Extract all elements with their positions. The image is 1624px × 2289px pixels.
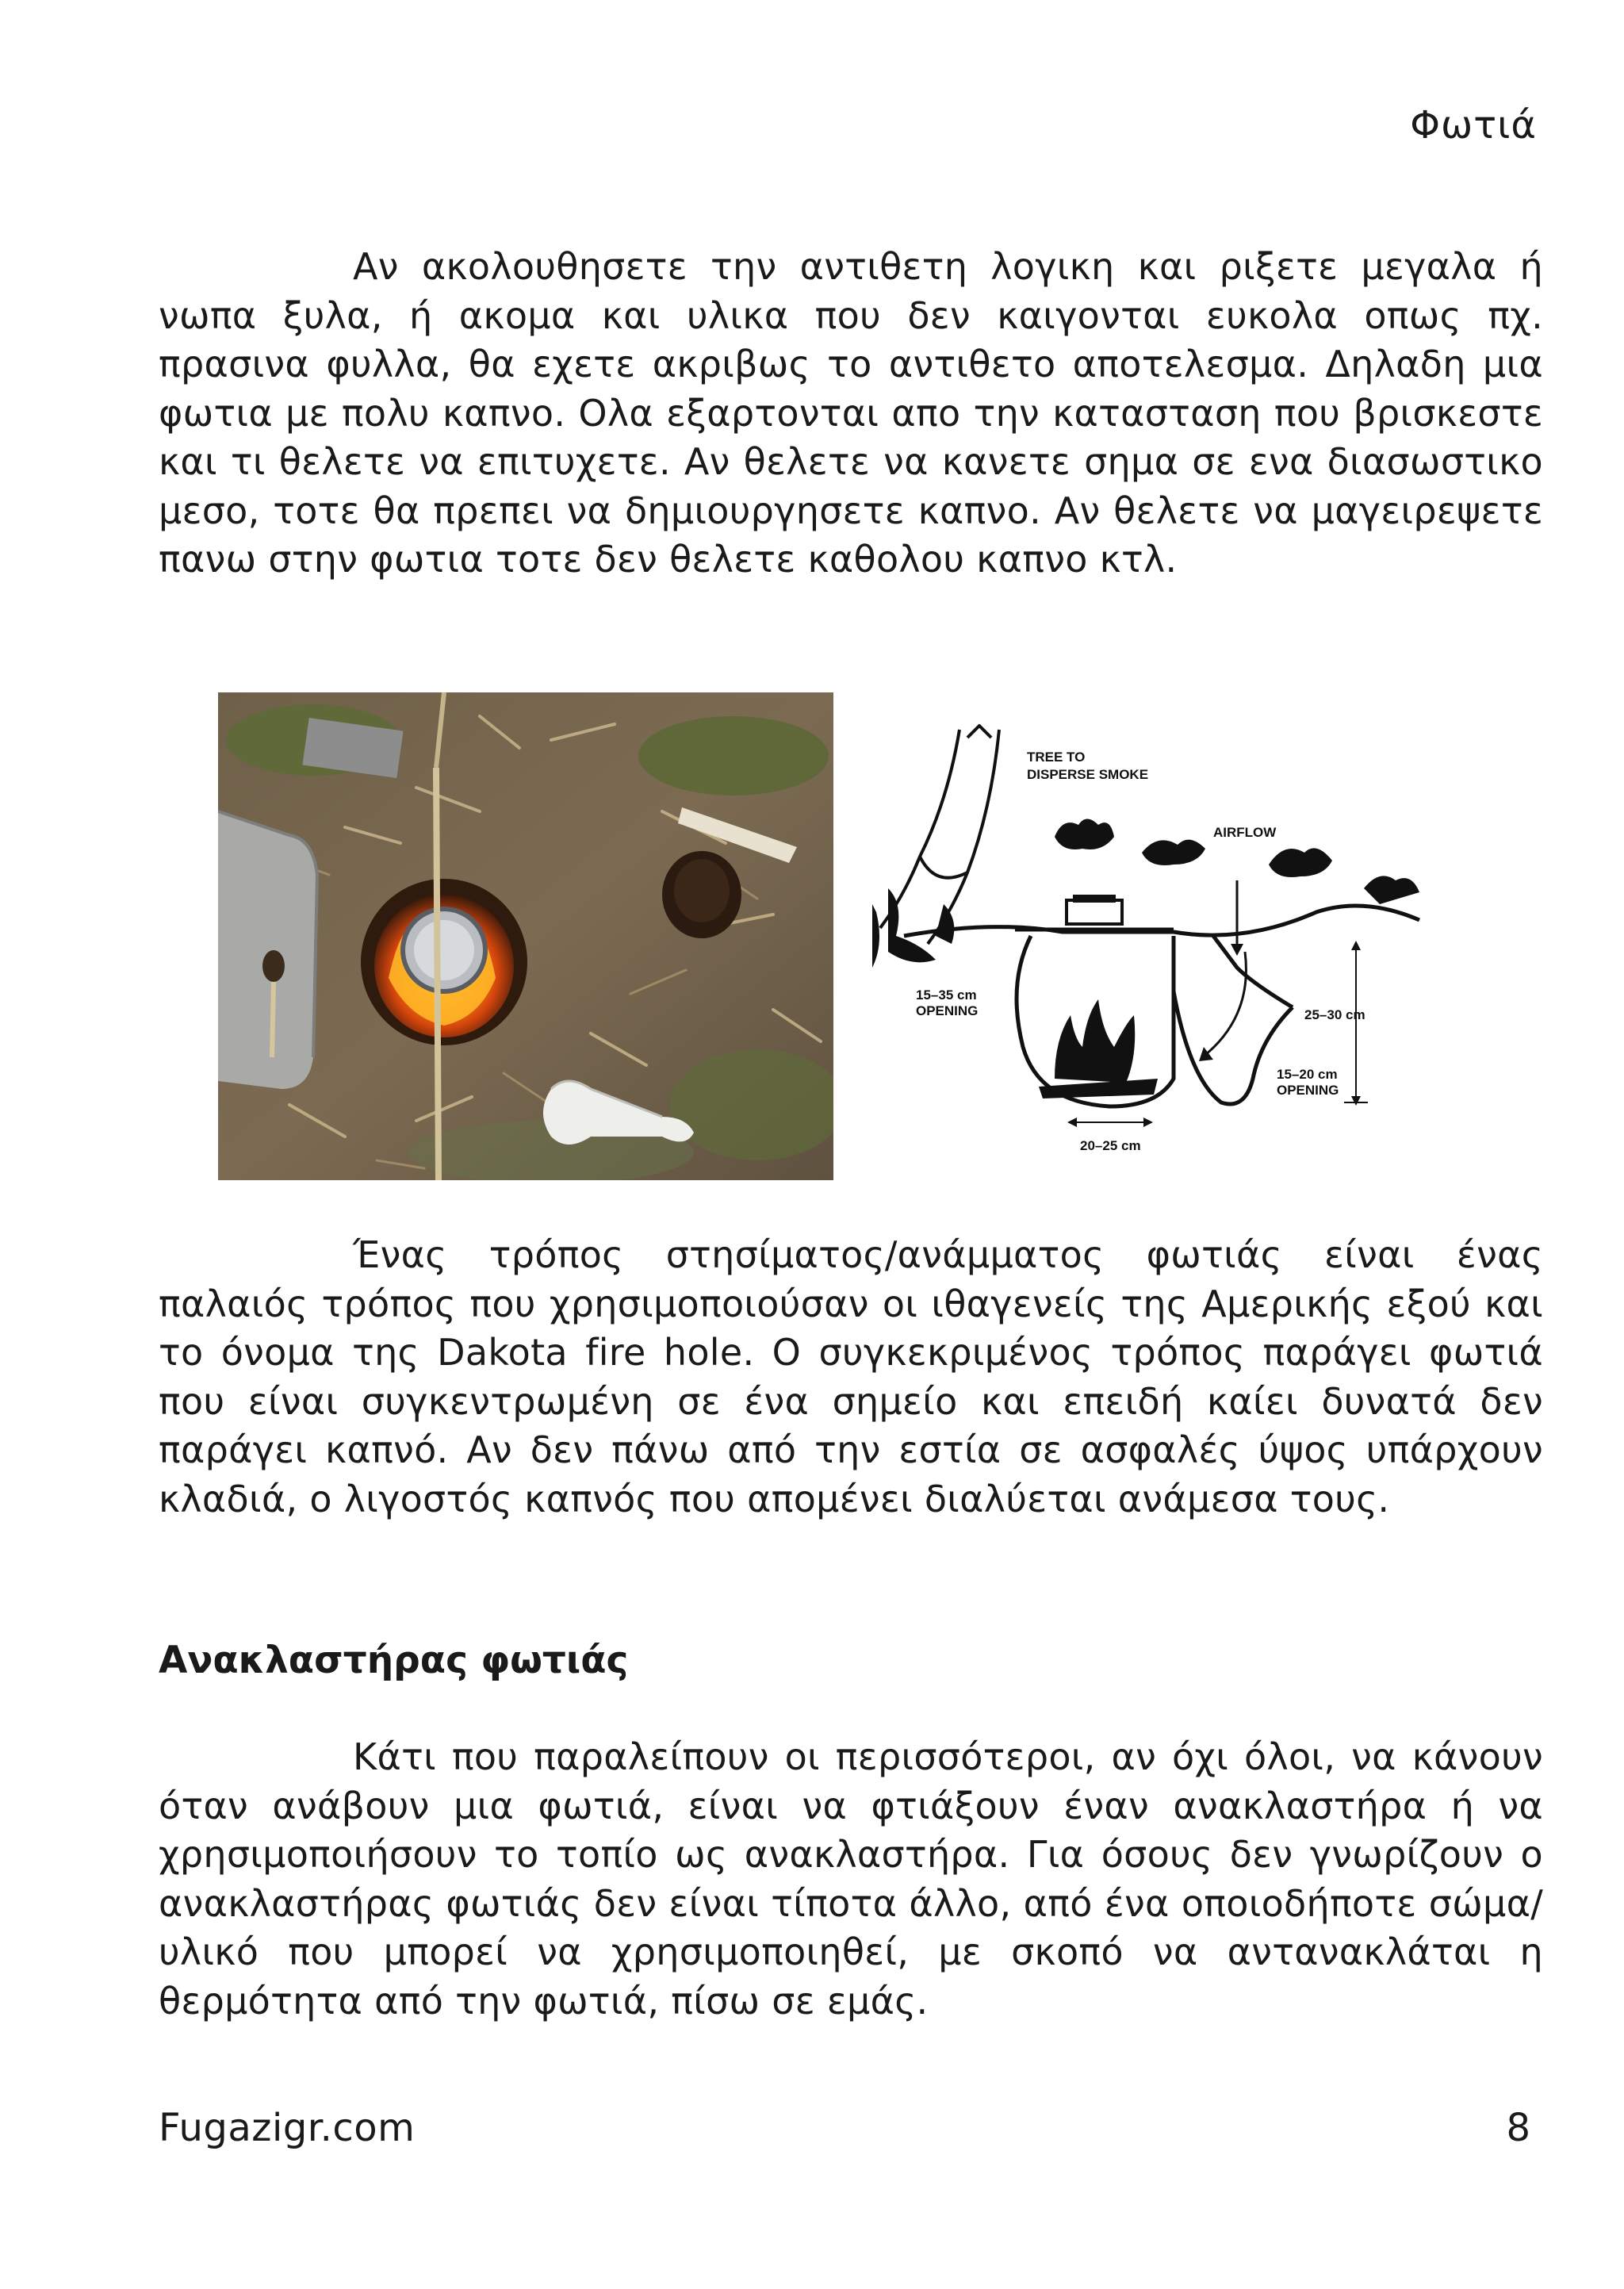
diagram-label-depth: 25–30 cm: [1304, 1007, 1365, 1022]
running-header: Φωτιά: [1410, 103, 1537, 148]
section-heading: Ανακλαστήρας φωτιάς: [159, 1639, 629, 1682]
body-paragraph-2: Ένας τρόπος στησίματος/ανάμματος φωτιάς είναι ένας παλαιός τρόπος που χρησιμοποιούσαν οι ιθαγενείς της Αμερικής εξού και το όνομα της Dakota fire hole. Ο συγκεκριμένος τρόπος παράγει φωτιά που είναι συγκεντρωμένη σε ένα σημείο και επειδή καίει δυνατά δεν παράγει καπνό. Αν δεν πάνω από την εστία σε ασφαλές ύψος υπάρχουν κλαδιά, ο λιγοστός καπνός που απομένει διαλύεται ανάμεσα τους.: [159, 1233, 1543, 1520]
dakota-fire-hole-diagram: [872, 706, 1427, 1166]
dakota-fire-hole-photo: [218, 692, 833, 1180]
diagram-label-width: 20–25 cm: [1080, 1138, 1141, 1153]
diagram-label-tree-1: TREE TO: [1027, 750, 1086, 765]
diagram-label-airflow: AIRFLOW: [1213, 825, 1277, 840]
diagram-label-tree-2: DISPERSE SMOKE: [1027, 767, 1149, 782]
footer-site: Fugazigr.com: [159, 2106, 416, 2150]
diagram-label-opening-left-2: OPENING: [916, 1003, 979, 1018]
body-paragraph-3: Κάτι που παραλείπουν οι περισσότεροι, αν όχι όλοι, να κάνουν όταν ανάβουν μια φωτιά, είναι να φτιάξουν έναν ανακλαστήρα ή να χρησιμοποιήσουν το τοπίο ως ανακλαστήρα. Για όσους δεν γνωρίζουν ο ανακλαστήρας φωτιάς δεν είναι τίποτα άλλο, από ένα οποιοδήποτε σώμα/υλικό που μπορεί να χρησιμοποιηθεί, με σκοπό να αντανακλάται η θερμότητα από την φωτιά, πίσω σε εμάς.: [159, 1735, 1543, 2023]
diagram-label-opening-right-2: OPENING: [1277, 1083, 1339, 1098]
diagram-label-opening-left-1: 15–35 cm: [916, 987, 977, 1003]
diagram-label-opening-right-1: 15–20 cm: [1277, 1067, 1338, 1082]
body-paragraph-1: Αν ακολουθησετε την αντιθετη λογικη και ριξετε μεγαλα ή νωπα ξυλα, ή ακομα και υλικα που δεν καιγονται ευκολα οπως πχ. πρασινα φυλλα, θα εχετε ακριβως το αντιθετο αποτελεσμα. Δηλαδη μια φωτια με πολυ καπνο. Ολα εξαρτονται απο την κατασταση που βρισκεστε και τι θελετε να επιτυχετε. Αν θελετε να κανετε σημα σε ενα διασωστικο μεσο, τοτε θα πρεπει να δημιουργησετε καπνο. Αν θελετε να μαγειρεψετε πανω στην φωτια τοτε δεν θελετε καθολου καπνο κτλ.: [159, 245, 1543, 581]
page-number: 8: [1506, 2106, 1530, 2150]
